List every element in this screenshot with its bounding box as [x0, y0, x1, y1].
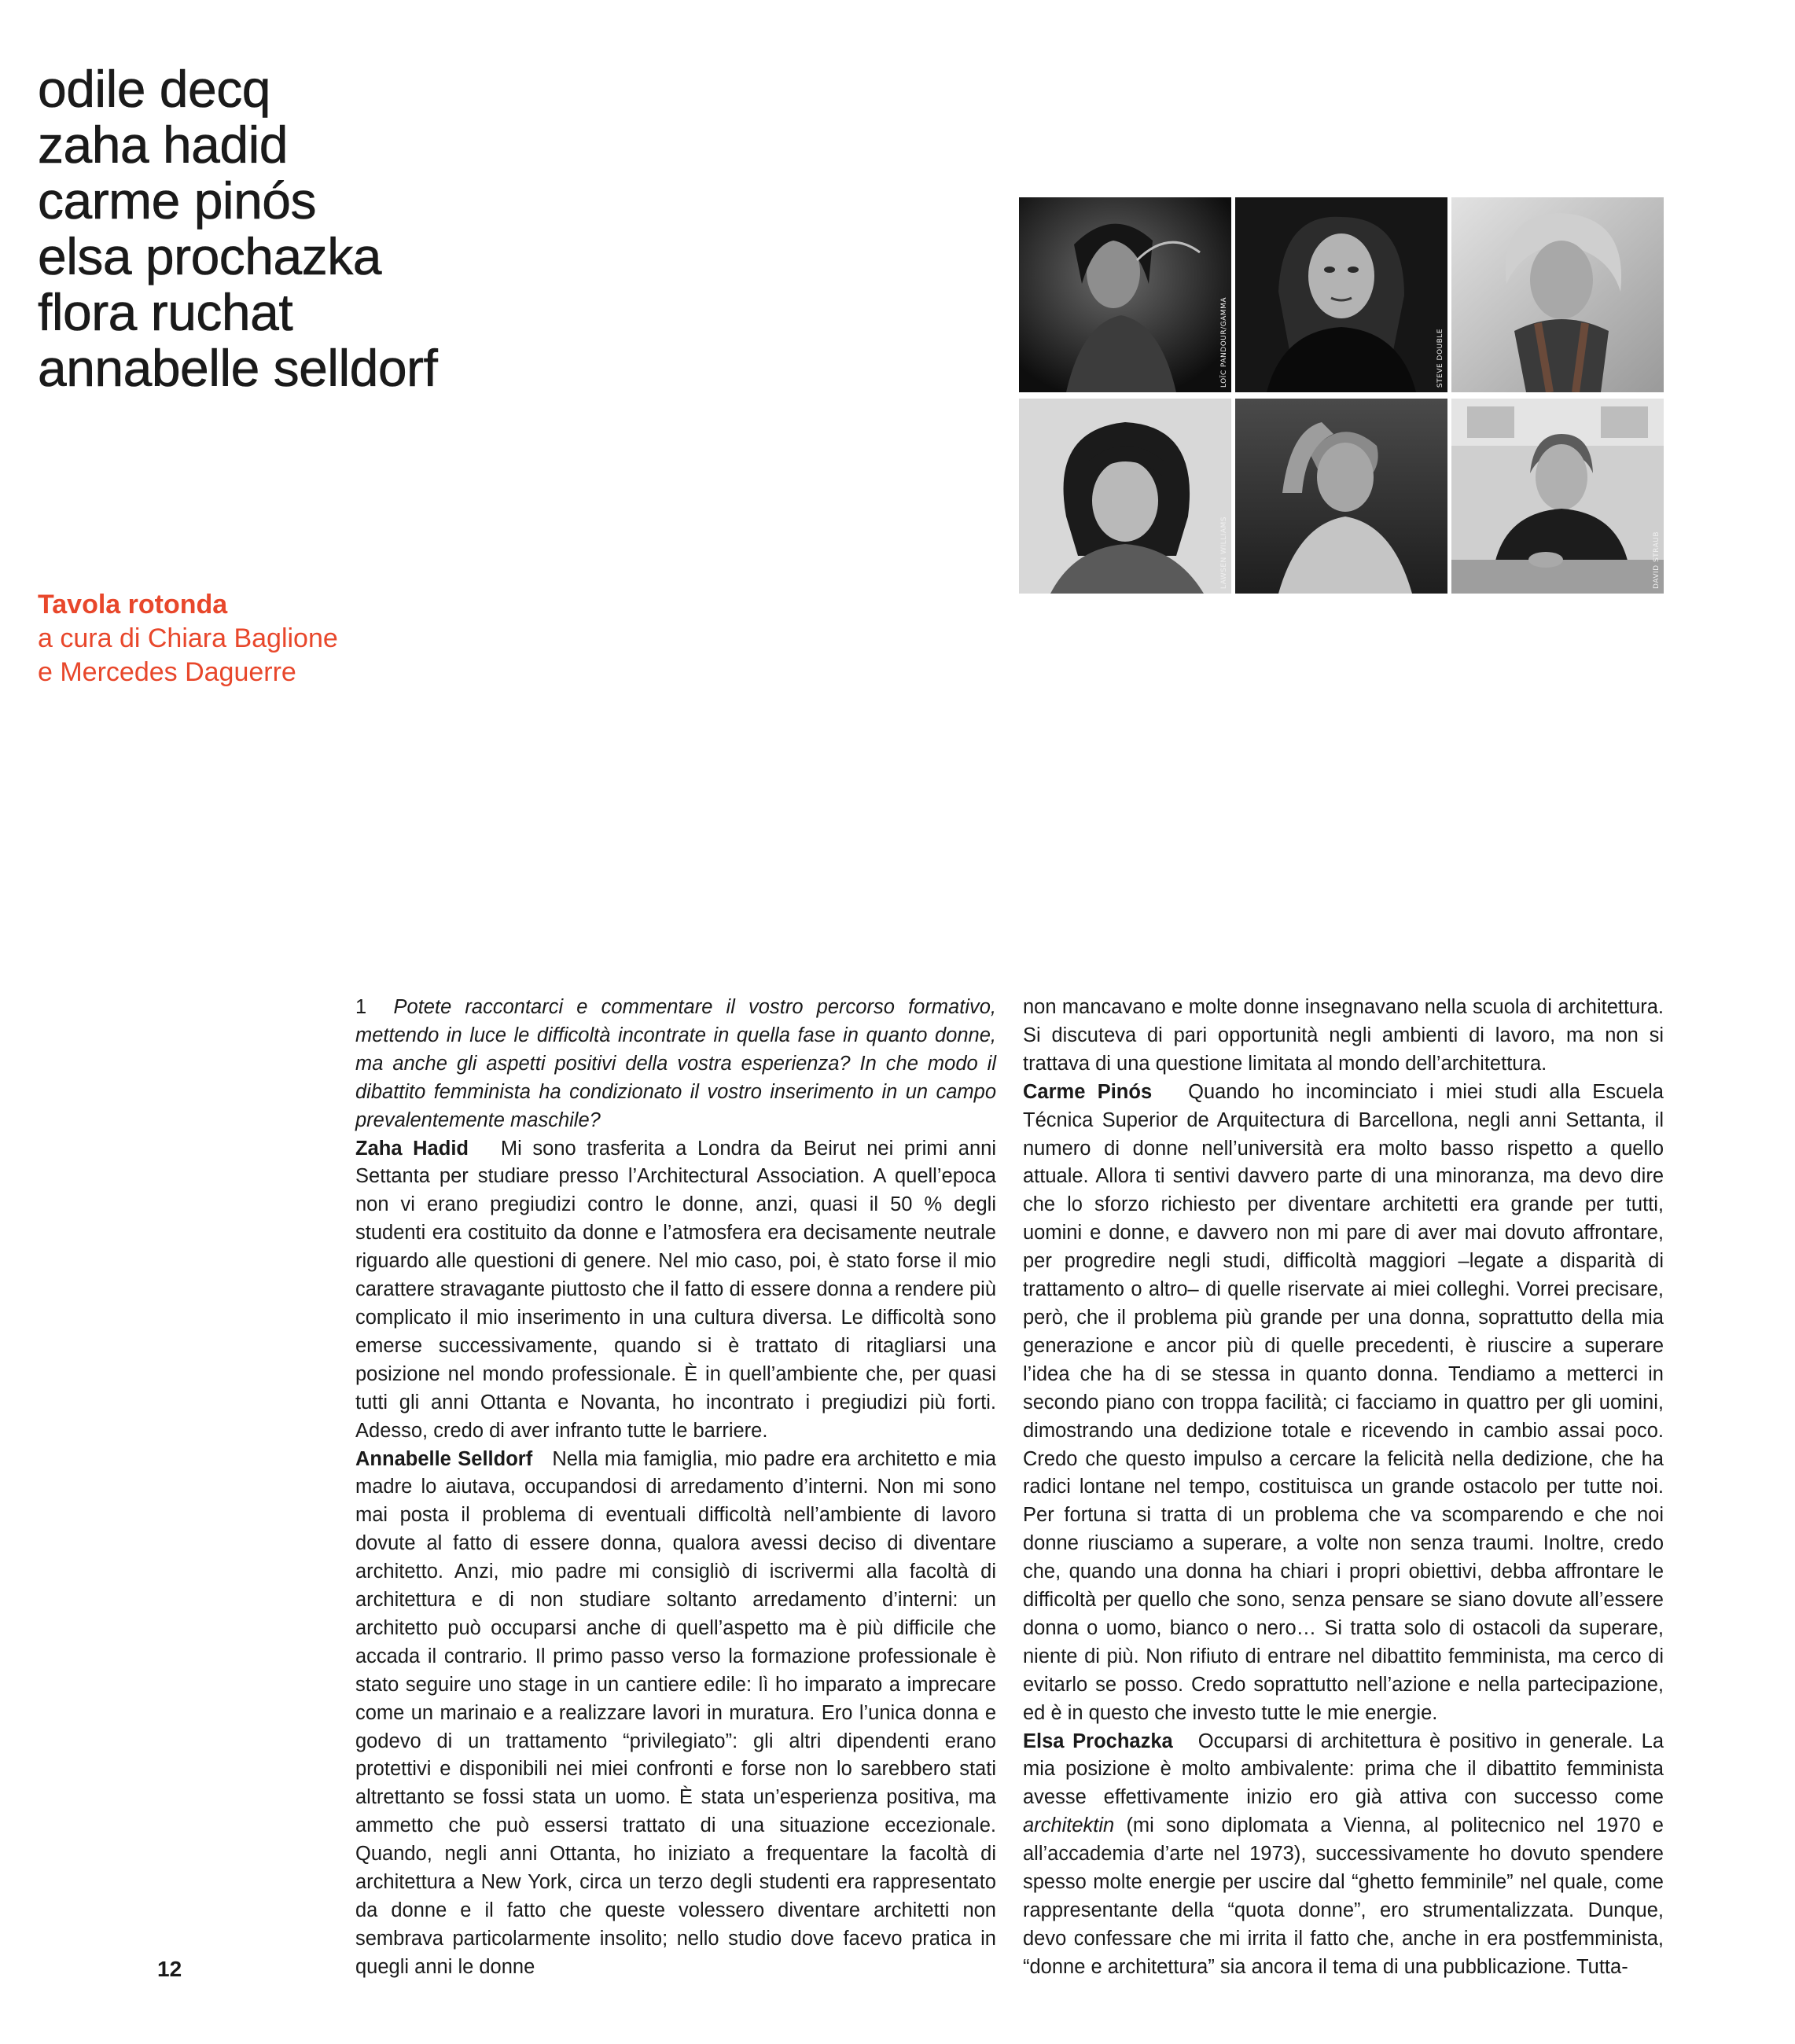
- answer-selldorf-text: Nella mia famiglia, mio padre era architetto e mia madre lo aiutava, occupandosi di arredamento d’interni. Non mi sono mai posta il problema di eventuali difficoltà nell’ambiente di lavoro dovute al fatto di essere donna, qualora avessi deciso di diventare architetto. Anzi, mio padre mi consigliò di iscrivermi alla facoltà di architettura e di non studiare soltanto arredamento d’interni: un architetto può occuparsi anche di quell’aspetto ma è più difficile che accada il contrario. Il primo passo verso la formazione professionale è stato seguire uno stage in un cantiere edile: lì ho imparato a imprecare come un marinaio e a realizzare lavori in muratura. Ero l’unica donna e godevo di un trattamento “privilegiato”: gli altri dipendenti erano protettivi e disponibili nei miei confronti e forse non lo sarebbero stati altrettanto se fossi stata un uomo. È stata un’esperienza positiva, ma ammetto che può essersi trattato di una situazione eccezionale. Quando, negli anni Ottanta, ho iniziato a frequentare la facoltà di architettura a New York, circa un terzo degli studenti era rappresentato da donne e il fatto che queste volessero diventare architetti non sembrava particolarmente insolito; nello studio dove facevo pratica in quegli anni le donne: [355, 1447, 996, 1978]
- photo-credit-6: DAVID STRAUB: [1653, 531, 1661, 589]
- portrait-prochazka-image: [1019, 399, 1231, 594]
- answer-selldorf-continued: non mancavano e molte donne insegnavano nella scuola di architettura. Si discuteva di pari opportunità negli ambienti di lavoro, ma non si trattava di una questione limitata al mondo dell’architettura.: [1023, 996, 1664, 1075]
- article-credits: [38, 588, 338, 689]
- answer-selldorf: [355, 1446, 996, 1982]
- participant-names: [38, 61, 437, 396]
- portrait-prochazka: [1019, 399, 1231, 594]
- question-text: Potete raccontarci e commentare il vostro percorso formativo, mettendo in luce le difficoltà incontrate in quella fase in quanto donne, ma anche gli aspetti positivi della vostra esperienza? In che modo il dibattito femminista ha condizionato il vostro inserimento in un campo prevalentemente maschile?: [355, 996, 996, 1131]
- credits-title: Tavola rotonda: [38, 590, 228, 619]
- name-selldorf: annabelle selldorf: [38, 339, 438, 397]
- answer-prochazka-text-b: (mi sono diplomata a Vienna, al politecnico nel 1970 e all’accademia d’arte nel 1973), successivamente ho dovuto spendere spesso molte energie per uscire dal “ghetto femminile” nel quale, come rappresentante della “quota donne”, ero strumentalizzata. Dunque, devo confessare che mi irrita il fatto che, anche in era postfemminista, “donne e architettura” sia ancora il tema di una pubblicazione. Tutta-: [1023, 1814, 1664, 1978]
- photo-credit-1: LOÏC PANDOUR/GAMMA: [1220, 296, 1228, 388]
- portrait-hadid: [1235, 197, 1447, 392]
- answer-hadid-text: Mi sono trasferita a Londra da Beirut nei primi anni Settanta per studiare presso l’Architectural Association. A quell’epoca non vi erano pregiudizi contro le donne, anzi, quasi il 50 % degli studenti era costituito da donne e l’atmosfera era decisamente neutrale riguardo alle questioni di genere. Nel mio caso, poi, è stato forse il mio carattere stravagante piuttosto che il fatto di essere donna a rendere più complicato il mio inserimento in una cultura diversa. Le difficoltà sono emerse successivamente, quando si è trattato di ritagliarsi una posizione nel mondo professionale. È in quell’ambiente che, per quasi tutti gli anni Ottanta e Novanta, ho incontrato i pregiudizi più forti. Adesso, credo di aver infranto tutte le barriere.: [355, 1137, 996, 1442]
- photo-credit-2: STEVE DOUBLE: [1436, 328, 1444, 388]
- portrait-pinos: [1451, 197, 1664, 392]
- portrait-decq: [1019, 197, 1231, 392]
- name-hadid: zaha hadid: [38, 116, 288, 174]
- question-number: 1: [355, 996, 367, 1018]
- text-column-2: [1023, 994, 1664, 1982]
- portrait-selldorf-image: [1451, 399, 1664, 594]
- portrait-ruchat-image: [1235, 399, 1447, 594]
- speaker-hadid: Zaha Hadid: [355, 1137, 469, 1160]
- answer-pinos-text: Quando ho incominciato i miei studi alla Escuela Técnica Superior de Arquitectura di Barcellona, negli anni Settanta, il numero di donne nell’università era molto basso rispetto a quello attuale. Allora ti sentivi davvero parte di una minoranza, ma devo dire che lo sforzo richiesto per diventare architetti era grande per tutti, uomini e donne, e davvero non mi pare di aver mai dovuto affrontare, per progredire negli studi, difficoltà maggiori –legate a disparità di trattamento o altro– di quelle riservate ai miei colleghi. Vorrei precisare, però, che il problema più grande per una donna, soprattutto della mia generazione e ancor più di quelle precedenti, è riuscire a superare l’idea che ha di se stessa in quanto donna. Tendiamo a metterci in secondo piano con troppa facilità; ci facciamo in quattro per gli uomini, dimostrando una dedizione totale e ricevendo in cambio assai poco. Credo che questo impulso a cercare la felicità nella dedizione, che ha radici lontane nel tempo, costituisca un grande ostacolo per tutte noi. Per fortuna si tratta di un problema che va scomparendo e che noi donne riusciamo a superare, a volte non senza traumi. Inoltre, credo che, quando una donna ha chiari i propri obiettivi, debba affrontare le difficoltà per quello che sono, senza pensare se siano dovute all’essere donna o uomo, bianco o nero… Si tratta solo di ostacoli da superare, niente di più. Non rifiuto di entrare nel dibattito femminista, ma cerco di evitarlo se posso. Credo soprattutto nell’azione e nella partecipazione, ed è in questo che investo tutte le mie energie.: [1023, 1080, 1664, 1724]
- portrait-decq-image: [1019, 197, 1231, 392]
- answer-prochazka-text-a: Occuparsi di architettura è positivo in generale. La mia posizione è molto ambivalente: prima che il dibattito femminista avesse effettivamente inizio ero già attiva con successo come: [1023, 1730, 1664, 1809]
- page-number: 12: [157, 1957, 182, 1981]
- portrait-hadid-image: [1235, 197, 1447, 392]
- answer-prochazka: [1023, 1728, 1664, 1982]
- credits-line-2: e Mercedes Daguerre: [38, 657, 296, 687]
- portrait-pinos-image: [1451, 197, 1664, 392]
- term-architektin: architektin: [1023, 1814, 1115, 1837]
- speaker-prochazka: Elsa Prochazka: [1023, 1730, 1173, 1752]
- speaker-pinos: Carme Pinós: [1023, 1080, 1153, 1103]
- answer-pinos: [1023, 1079, 1664, 1728]
- name-ruchat: flora ruchat: [38, 283, 293, 341]
- portrait-grid: [1019, 197, 1664, 594]
- question-1: [355, 994, 996, 1135]
- portrait-ruchat: [1235, 399, 1447, 594]
- text-column-1: [355, 994, 996, 1982]
- answer-hadid: [355, 1135, 996, 1446]
- name-prochazka: elsa prochazka: [38, 227, 381, 285]
- name-pinos: carme pinós: [38, 171, 316, 230]
- name-decq: odile decq: [38, 60, 270, 118]
- portrait-selldorf: [1451, 399, 1664, 594]
- photo-credit-4: LAWSEN WILLIAMS: [1220, 516, 1228, 589]
- credits-line-1: a cura di Chiara Baglione: [38, 623, 338, 653]
- speaker-selldorf: Annabelle Selldorf: [355, 1447, 533, 1470]
